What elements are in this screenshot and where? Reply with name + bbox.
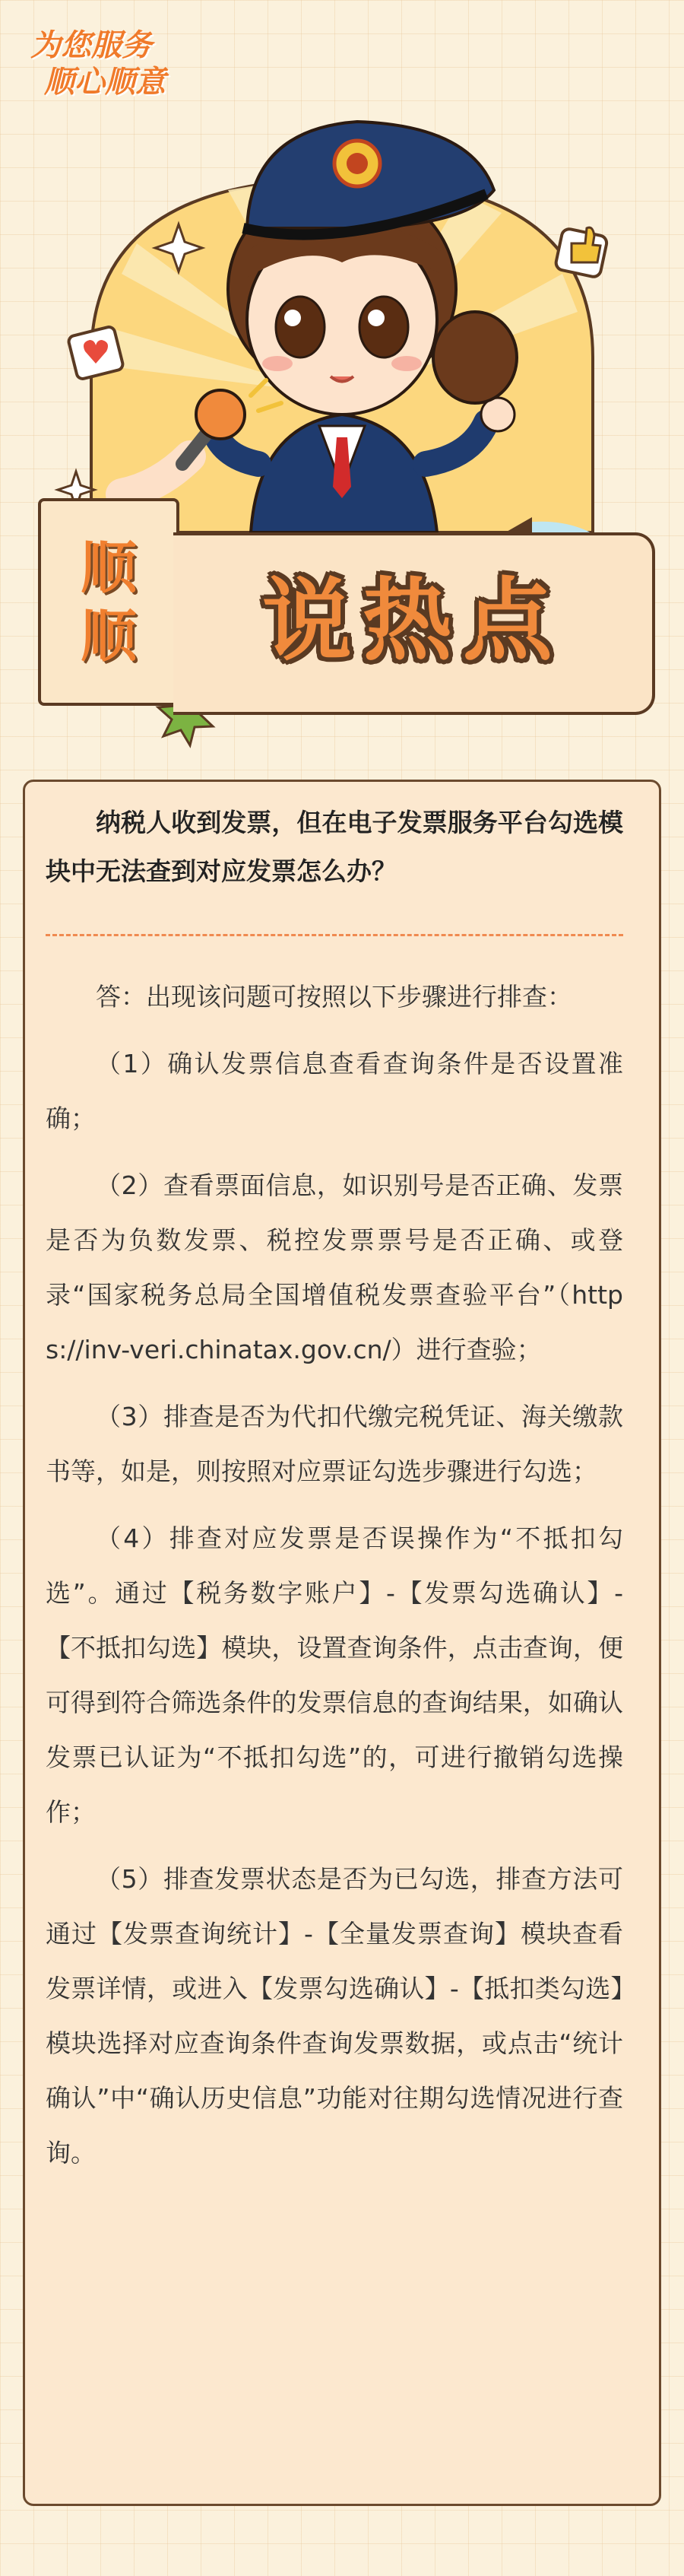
column-name-char-1: 顺: [81, 535, 137, 601]
answer-step-3: （3）排查是否为代扣代缴完税凭证、海关缴款书等，如是，则按照对应票证勾选步骤进行勾选；: [46, 1402, 623, 1486]
answer-step-1: （1）确认发票信息查看查询条件是否设置准确；: [46, 1049, 623, 1133]
answer-intro: 答：出现该问题可按照以下步骤进行排查：: [96, 982, 572, 1012]
heart-icon: [68, 326, 124, 380]
answer-step-4: （4）排查对应发票是否误操作为“不抵扣勾选”。通过【税务数字账户】-【发票勾选确认】-【不抵扣勾选】模块，设置查询条件，点击查询，便可得到符合筛选条件的发票信息的查询结果，如确认发票已认证为“不抵扣勾选”的，可进行撤销勾选操作；: [46, 1523, 623, 1827]
slogan-line-2: 顺心顺意: [44, 65, 166, 100]
answer-section: [46, 970, 623, 2193]
column-title: 说热点: [261, 568, 563, 673]
column-title-box: [173, 532, 655, 715]
thumbs-up-icon: [555, 227, 608, 278]
slogan-line-1: 为您服务: [30, 28, 152, 63]
dashed-divider: [46, 934, 623, 936]
answer-step-5: （5）排查发票状态是否为已勾选，排查方法可通过【发票查询统计】-【全量发票查询】模块查看发票详情，或进入【发票勾选确认】-【抵扣类勾选】模块选择对应查询条件查询发票数据，或点击“统计确认”中“确认历史信息”功能对往期勾选情况进行查询。: [46, 1864, 623, 2168]
column-name-box: [38, 498, 179, 706]
column-name-char-2: 顺: [81, 603, 137, 669]
header-banner: [0, 0, 684, 761]
answer-step-2: （2）查看票面信息，如识别号是否正确、发票是否为负数发票、税控发票票号是否正确、或登录“国家税务总局全国增值税发票查验平台”（https://inv-veri.chinatax.gov.cn/）进行查验；: [46, 1170, 623, 1364]
question-text: 纳税人收到发票，但在电子发票服务平台勾选模块中无法查到对应发票怎么办？: [46, 808, 623, 886]
